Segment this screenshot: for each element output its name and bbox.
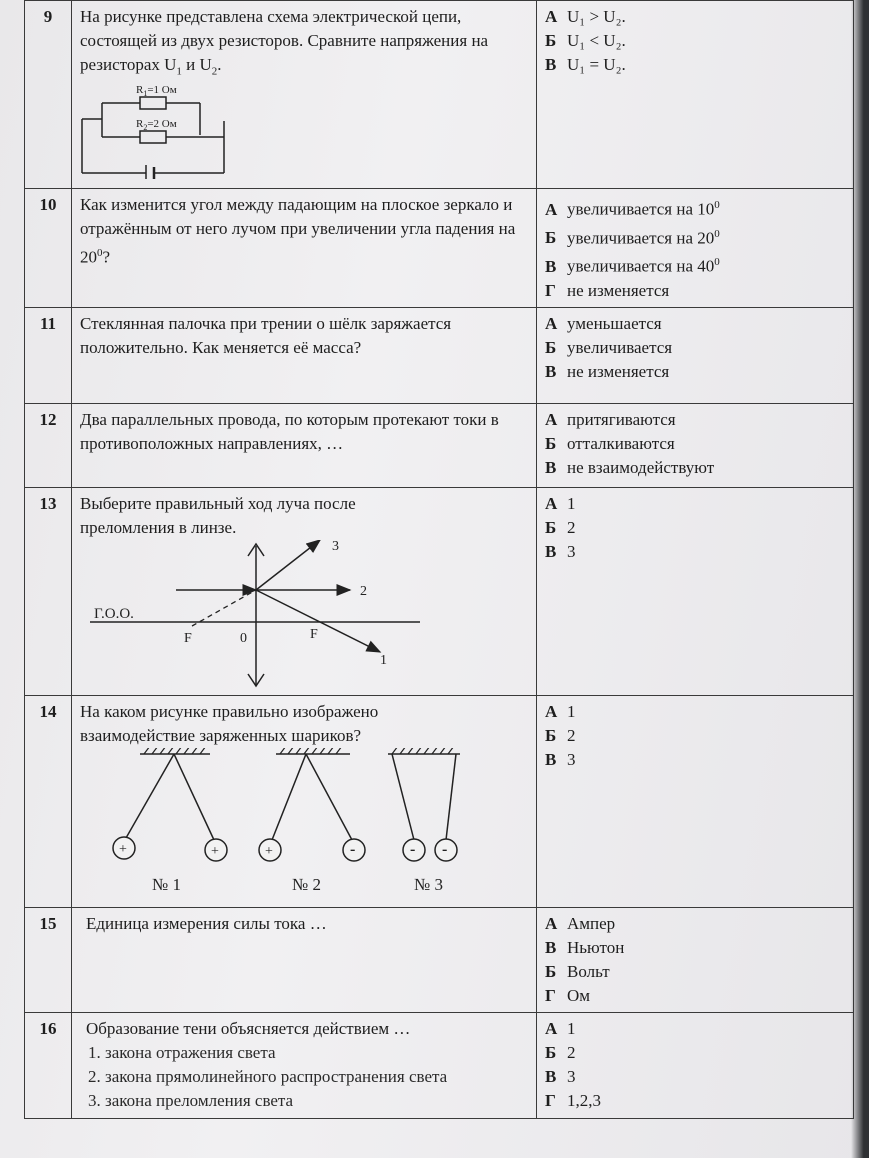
answer-option-c[interactable]: В 3 [545,541,576,561]
ray-2-label: 2 [360,583,367,599]
answer-option-b[interactable]: Б U₁ < U₂. [545,31,626,50]
answer-option-a[interactable]: А 1 [545,1018,576,1038]
answer-option-a[interactable]: А U₁ > U₂. [545,7,626,26]
question-cell [72,403,537,487]
figure-1-label: № 1 [152,874,181,894]
question-row-16 [25,1012,854,1118]
svg-text:+: + [119,841,127,857]
answer-option-c[interactable]: В 3 [545,749,576,769]
question-number: 9 [25,1,72,189]
list-item: 2. закона прямолинейного распространения света [88,1066,448,1086]
question-text: Стеклянная палочка при трении о шёлк заряжается положительно. Как меняется её масса? [80,313,452,357]
question-cell [72,907,537,1012]
question-number: 14 [25,695,72,907]
question-number: 16 [25,1012,72,1118]
question-text: Как изменится угол между падающим на плоское зеркало и отражённым от него лучом при увеличении угла падения на $20^0$? [80,195,516,267]
answer-option-b[interactable]: Б увеличивается [545,337,673,357]
question-number: 15 [25,907,72,1012]
question-number: 11 [25,307,72,403]
question-cell [72,487,537,695]
question-number: 10 [25,189,72,308]
svg-text:-: - [442,840,448,858]
answer-cell [537,189,854,308]
extension-line [192,590,256,626]
r2-label: $R_2=2$ Ом [136,118,177,133]
answer-option-a[interactable]: А увеличивается на $10^0$ [545,199,720,219]
question-cell [72,189,537,308]
answer-option-a[interactable]: А уменьшается [545,313,662,333]
question-cell [72,1012,537,1118]
question-row-14 [25,695,854,907]
question-cell [72,1,537,189]
answer-cell [537,1,854,189]
answer-option-c[interactable]: В не взаимодействуют [545,457,715,477]
lens-diagram [80,540,440,688]
ray-3 [256,540,320,590]
question-text: Образование тени объясняется действием … [86,1018,411,1038]
answer-option-a[interactable]: А 1 [545,701,576,721]
origin-label: 0 [240,630,247,646]
charged-balls-diagram [80,748,480,898]
answer-option-d[interactable]: Г 1,2,3 [545,1090,601,1110]
answer-option-d[interactable]: Г Ом [545,985,591,1005]
axis-label: Г.О.О. [94,605,134,622]
answer-cell [537,1012,854,1118]
focus-right-label: F [310,626,318,642]
figure-2 [259,748,365,894]
figure-3 [388,748,460,894]
question-text: Выберите правильный ход луча после преломления в линзе. [80,493,356,537]
answer-cell [537,307,854,403]
question-number: 12 [25,403,72,487]
question-row-11 [25,307,854,403]
answer-option-b[interactable]: Б 2 [545,1042,576,1062]
list-item: 3. закона преломления света [88,1090,294,1110]
answer-option-d[interactable]: Г не изменяется [545,280,670,300]
question-number: 13 [25,487,72,695]
answer-option-c[interactable]: В 3 [545,1066,576,1086]
page-edge-shadow [851,0,869,1158]
focus-left-label: F [184,630,192,646]
circuit-diagram [80,83,250,179]
answer-option-a[interactable]: А 1 [545,493,576,513]
answer-option-b[interactable]: Б увеличивается на $20^0$ [545,227,720,248]
r1-label: $R_1=1$ Ом [136,84,177,99]
question-row-9 [25,1,854,189]
question-text: На рисунке представлена схема электрической цепи, состоящей из двух резисторов. Сравните напряжения на резисторах $U_1$ и $U_2$. [80,7,489,78]
figure-2-label: № 2 [292,874,321,894]
answer-option-b[interactable]: Б отталкиваются [545,433,675,453]
answer-option-c[interactable]: В увеличивается на $40^0$ [545,256,720,276]
question-cell [72,307,537,403]
list-item: 1. закона отражения света [88,1042,276,1062]
answer-option-c[interactable]: В не изменяется [545,361,670,381]
answer-cell [537,403,854,487]
answer-option-b[interactable]: Б 2 [545,725,576,745]
answer-cell [537,487,854,695]
question-text: Два параллельных провода, по которым протекают токи в противоположных направлениях, … [80,409,499,453]
figure-3-label: № 3 [414,874,443,894]
answer-option-b[interactable]: Б 2 [545,517,576,537]
question-text: На каком рисунке правильно изображено взаимодействие заряженных шариков? [80,701,379,745]
answer-cell [537,907,854,1012]
questions-table [24,0,854,1119]
answer-option-a[interactable]: А притягиваются [545,409,676,429]
ray-1 [256,590,380,652]
answer-option-c[interactable]: В U₁ = U₂. [545,55,626,74]
question-row-12 [25,403,854,487]
svg-text:-: - [350,840,356,858]
ray-3-label: 3 [332,539,339,554]
svg-text:+: + [265,843,273,859]
figure-1 [113,748,227,894]
resistor-r2 [140,131,166,143]
question-row-15 [25,907,854,1012]
question-cell [72,695,537,907]
answer-cell [537,695,854,907]
svg-text:+: + [211,843,219,859]
question-text: Единица измерения силы тока … [86,913,327,933]
question-row-13 [25,487,854,695]
svg-text:-: - [410,840,416,858]
question-row-10 [25,189,854,308]
resistor-r1 [140,97,166,109]
answer-option-b[interactable]: В Ньютон [545,937,625,957]
answer-option-a[interactable]: А Ампер [545,913,616,933]
answer-option-c[interactable]: Б Вольт [545,961,610,981]
ray-1-label: 1 [380,652,387,668]
